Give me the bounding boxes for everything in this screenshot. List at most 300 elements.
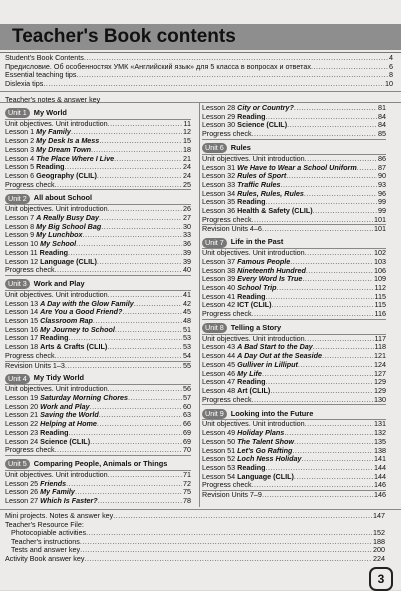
page-ref: 106 <box>374 266 386 275</box>
entry-title: Friends <box>40 479 67 488</box>
leader-dots <box>277 284 374 293</box>
leader-dots <box>108 120 183 129</box>
column-divider <box>199 103 200 507</box>
toc-row <box>202 343 386 352</box>
entry-title: My Lunchbox <box>36 231 83 240</box>
lesson-number: Lesson 8 <box>5 222 35 231</box>
entry-title: Essential teaching tips <box>5 71 77 79</box>
unit-title: Comparing People, Animals or Things <box>33 459 168 469</box>
page-ref: 129 <box>374 378 386 387</box>
leader-dots <box>252 310 374 319</box>
page-ref: 90 <box>378 172 386 181</box>
leader-dots <box>357 164 377 173</box>
lesson-number: Lesson 40 <box>202 283 236 292</box>
entry-title: Unit objectives. Unit introduction <box>5 470 108 479</box>
entry-title: Reading <box>36 163 65 172</box>
toc-row <box>5 223 191 232</box>
leader-dots <box>272 301 374 310</box>
page-ref: 109 <box>374 275 386 284</box>
lesson-number: Lesson 31 <box>202 163 236 172</box>
lesson-number: Lesson 12 <box>5 257 39 266</box>
entry-title: Tests and answer key <box>11 546 81 555</box>
page-ref: 48 <box>183 317 191 326</box>
divider <box>202 319 386 320</box>
lesson-number: Lesson 53 <box>202 463 236 472</box>
page-ref: 60 <box>183 402 191 411</box>
entry-title: A Day with the Glow Family <box>40 299 134 308</box>
leader-dots <box>84 54 388 63</box>
entry-title: Progress check <box>202 481 252 490</box>
leader-dots <box>284 429 373 438</box>
intro-list <box>5 54 393 88</box>
lesson-number: Lesson 17 <box>5 334 39 343</box>
lesson-number: Lesson 10 <box>5 240 39 249</box>
entry-title: The Place Where I Live <box>36 154 115 163</box>
divider <box>0 52 401 53</box>
leader-dots <box>294 473 373 482</box>
page-ref: 15 <box>183 137 191 146</box>
lesson-number: Lesson 29 <box>202 112 236 121</box>
entry-title: Progress check <box>202 130 252 139</box>
lesson-number: Lesson 39 <box>202 275 236 284</box>
toc-row <box>5 258 191 267</box>
toc-row <box>5 54 393 63</box>
entry-title: Photocopiable activities <box>11 529 87 538</box>
lesson-number: Lesson 16 <box>5 325 39 334</box>
leader-dots <box>128 394 182 403</box>
leader-dots <box>290 258 373 267</box>
page-ref: 30 <box>183 222 191 231</box>
entry-title: Unit objectives. Unit introduction <box>202 154 305 163</box>
entry-title: Saving the World <box>40 411 99 420</box>
toc-row <box>5 529 385 538</box>
leader-dots <box>294 104 377 113</box>
lesson-number: Lesson 33 <box>202 180 236 189</box>
page-ref: 188 <box>373 537 385 546</box>
page-ref: 72 <box>183 479 191 488</box>
leader-dots <box>55 266 182 275</box>
leader-dots <box>83 231 183 240</box>
entry-title: Unit objectives. Unit introduction <box>5 205 108 214</box>
page-ref: 25 <box>183 180 191 189</box>
page-ref: 101 <box>374 215 386 224</box>
page-ref: 118 <box>374 343 386 352</box>
leader-dots <box>262 225 373 234</box>
leader-dots <box>97 258 182 267</box>
lesson-number: Lesson 13 <box>5 299 39 308</box>
page-ref: 24 <box>183 163 191 172</box>
page-ref: 115 <box>374 301 386 310</box>
entry-title: Loch Ness Holiday <box>237 455 302 464</box>
entry-title: Unit objectives. Unit introduction <box>202 249 305 258</box>
entry-title: A Really Busy Day <box>36 214 100 223</box>
toc-row <box>202 207 386 216</box>
leader-dots <box>294 438 373 447</box>
toc-row <box>202 275 386 284</box>
toc-row <box>5 137 191 146</box>
entry-title: We Have to Wear a School Uniform <box>237 163 357 172</box>
lesson-number: Lesson 7 <box>5 214 35 223</box>
entry-title: Progress check <box>5 180 55 189</box>
entry-title: Reading <box>237 292 266 301</box>
leader-dots <box>77 71 388 80</box>
toc-row <box>5 155 191 164</box>
unit-heading <box>202 323 386 334</box>
entry-title: Holiday Plans <box>237 429 285 438</box>
toc-row <box>5 120 191 129</box>
page-ref: 27 <box>183 214 191 223</box>
unit-badge: Unit 4 <box>5 374 30 384</box>
entry-title: Progress check <box>202 215 252 224</box>
leader-dots <box>266 464 373 473</box>
unit-heading <box>5 108 191 119</box>
toc-row <box>202 267 386 276</box>
leader-dots <box>266 378 373 387</box>
lesson-number: Lesson 38 <box>202 266 236 275</box>
entry-title: Progress check <box>202 310 252 319</box>
toc-row <box>5 352 191 361</box>
page-ref: 78 <box>183 497 191 506</box>
leader-dots <box>93 317 182 326</box>
page-ref: 224 <box>373 554 385 563</box>
leader-dots <box>306 267 373 276</box>
leader-dots <box>311 63 388 72</box>
unit-badge: Unit 5 <box>5 459 30 469</box>
entry-title: Unit objectives. Unit introduction <box>5 385 108 394</box>
lesson-number: Lesson 19 <box>5 393 39 402</box>
leader-dots <box>113 512 372 521</box>
entry-title: City or Country? <box>237 104 294 112</box>
toc-row <box>202 455 386 464</box>
page-number: 3 <box>369 567 393 591</box>
entry-title: Are You a Good Friend? <box>40 308 123 317</box>
entry-title: Revision Units 7–9 <box>202 491 262 500</box>
page-ref: 39 <box>183 257 191 266</box>
entry-title: Nineteenth Hundred <box>237 266 306 275</box>
lesson-number: Lesson 44 <box>202 352 236 361</box>
leader-dots <box>252 396 373 405</box>
leader-dots <box>305 335 374 344</box>
toc-row <box>202 284 386 293</box>
page-ref: 129 <box>374 386 386 395</box>
right-column <box>202 104 386 500</box>
page-ref: 141 <box>374 455 386 464</box>
toc-row <box>5 63 393 72</box>
page-title: Teacher's Book contents <box>12 26 236 47</box>
leader-dots <box>99 214 182 223</box>
lesson-number: Lesson 54 <box>202 472 236 481</box>
leader-dots <box>134 300 182 309</box>
entry-title: Reading <box>40 334 69 343</box>
page-ref: 138 <box>374 446 386 455</box>
leader-dots <box>286 172 377 181</box>
bottom-list <box>5 512 385 564</box>
page-ref: 71 <box>183 470 191 479</box>
page-ref: 66 <box>183 420 191 429</box>
entry-title: Activity Book answer key <box>5 554 85 563</box>
toc-row <box>5 438 191 447</box>
entry-title: Reading <box>237 198 266 207</box>
toc-row <box>5 128 191 137</box>
lesson-number: Lesson 21 <box>5 411 39 420</box>
entry-title: Teacher's Resource File: <box>5 520 84 529</box>
page-ref: 99 <box>378 198 386 207</box>
leader-dots <box>85 555 373 564</box>
lesson-number: Lesson 3 <box>5 145 35 154</box>
leader-dots <box>252 216 373 225</box>
entry-title: Science (CLIL) <box>237 121 288 130</box>
page-ref: 87 <box>378 163 386 172</box>
toc-row <box>202 473 386 482</box>
toc-row <box>5 231 191 240</box>
lesson-number: Lesson 11 <box>5 248 38 257</box>
leader-dots <box>97 420 182 429</box>
entry-title: My Big School Bag <box>36 222 102 231</box>
entry-title: Traffic Rules <box>237 180 281 189</box>
lesson-number: Lesson 25 <box>5 479 39 488</box>
page-ref: 115 <box>374 292 386 301</box>
leader-dots <box>91 146 182 155</box>
page-ref: 99 <box>378 207 386 216</box>
toc-row <box>5 163 191 172</box>
toc-row <box>5 555 385 564</box>
unit-badge: Unit 3 <box>5 279 30 289</box>
lesson-number: Lesson 4 <box>5 154 35 163</box>
toc-row <box>202 121 386 130</box>
entry-title: My Dream Town <box>36 145 92 154</box>
leader-dots <box>292 447 373 456</box>
page-ref: 18 <box>183 145 191 154</box>
toc-row <box>202 113 386 122</box>
entry-title: Science (CLIL) <box>40 437 91 446</box>
unit-title: Rules <box>230 142 251 152</box>
lesson-number: Lesson 14 <box>5 308 39 317</box>
entry-title: A Bad Start to the Day <box>237 343 313 352</box>
lesson-number: Lesson 24 <box>5 437 39 446</box>
toc-row <box>202 491 386 500</box>
toc-row <box>202 190 386 199</box>
entry-title: Language (CLIL) <box>40 257 97 266</box>
unit-heading <box>5 193 191 204</box>
page-ref: 200 <box>373 546 385 555</box>
lesson-number: Lesson 43 <box>202 343 236 352</box>
entry-title: Teacher's instructions <box>11 537 80 546</box>
leader-dots <box>69 334 182 343</box>
unit-title: Telling a Story <box>230 322 282 332</box>
leader-dots <box>90 438 182 447</box>
entry-title: School Trip <box>237 283 277 292</box>
toc-row <box>5 205 191 214</box>
leader-dots <box>55 352 182 361</box>
entry-title: Which Is Faster? <box>40 497 98 506</box>
leader-dots <box>108 291 182 300</box>
page-ref: 42 <box>183 299 191 308</box>
entry-title: Предисловие. Об особенностях УМК «Английский язык» для 5 класса в вопросах и ответах <box>5 62 311 71</box>
page-ref: 81 <box>378 104 386 112</box>
page-ref: 53 <box>183 343 191 352</box>
page-ref: 51 <box>183 325 191 334</box>
entry-title: Unit objectives. Unit introduction <box>5 290 108 299</box>
page-ref: 116 <box>374 310 386 319</box>
page-ref: 21 <box>183 154 191 163</box>
entry-title: My School <box>40 240 77 249</box>
leader-dots <box>80 538 372 547</box>
toc-row <box>5 71 393 80</box>
lesson-number: Lesson 49 <box>202 429 236 438</box>
toc-row <box>202 420 386 429</box>
page-ref: 152 <box>373 529 385 538</box>
page-ref: 146 <box>374 491 386 500</box>
lesson-number: Lesson 36 <box>202 207 236 216</box>
lesson-number: Lesson 51 <box>202 446 236 455</box>
toc-row <box>5 538 385 547</box>
leader-dots <box>313 343 374 352</box>
leader-dots <box>252 130 377 139</box>
page-ref: 63 <box>183 411 191 420</box>
unit-badge: Unit 7 <box>202 238 227 248</box>
divider <box>5 275 191 276</box>
page-ref: 54 <box>183 351 191 360</box>
divider <box>0 91 401 92</box>
unit-title: My World <box>33 107 67 117</box>
leader-dots <box>108 205 182 214</box>
divider <box>5 455 191 456</box>
leader-dots <box>313 207 377 216</box>
toc-row <box>5 146 191 155</box>
lesson-number: Lesson 46 <box>202 369 236 378</box>
leader-dots <box>262 491 373 500</box>
leader-dots <box>69 429 182 438</box>
divider <box>202 139 386 140</box>
page-ref: 40 <box>183 266 191 275</box>
toc-row <box>5 214 191 223</box>
entry-title: Unit objectives. Unit introduction <box>202 334 305 343</box>
page-ref: 12 <box>183 128 191 137</box>
page-ref: 127 <box>374 369 386 378</box>
divider <box>0 509 401 510</box>
lesson-number: Lesson 5 <box>5 163 35 172</box>
toc-row <box>202 216 386 225</box>
entry-title: Every Word Is True <box>237 275 303 284</box>
page-ref <box>384 521 385 530</box>
toc-row <box>5 172 191 181</box>
toc-row <box>202 155 386 164</box>
page-ref: 130 <box>374 395 386 404</box>
page-ref: 24 <box>183 171 191 180</box>
entry-title: My Life <box>237 369 262 378</box>
entry-title: My Journey to School <box>40 325 115 334</box>
entry-title: My Family <box>40 488 75 497</box>
leader-dots <box>304 190 377 199</box>
entry-title: Reading <box>237 112 266 121</box>
page-ref: 56 <box>183 385 191 394</box>
lesson-number: Lesson 45 <box>202 360 236 369</box>
toc-row <box>5 266 191 275</box>
entry-title: Arts & Crafts (CLIL) <box>40 343 108 352</box>
toc-row <box>202 387 386 396</box>
leader-dots <box>97 172 182 181</box>
entry-title: Saturday Morning Chores <box>40 393 129 402</box>
entry-title: A Day Out at the Seaside <box>237 352 322 361</box>
lesson-number: Lesson 35 <box>202 198 236 207</box>
entry-title: Language (CLIL) <box>237 472 294 481</box>
toc-row <box>5 403 191 412</box>
entry-title: The Talent Show <box>237 437 295 446</box>
page-ref: 84 <box>378 112 386 121</box>
lesson-number: Lesson 18 <box>5 343 39 352</box>
toc-row <box>202 378 386 387</box>
leader-dots <box>65 362 182 371</box>
toc-row <box>202 293 386 302</box>
leader-dots <box>90 403 182 412</box>
page-ref: 147 <box>373 512 385 520</box>
leader-dots <box>65 163 182 172</box>
toc-row <box>202 438 386 447</box>
leader-dots <box>107 343 182 352</box>
page-ref: 75 <box>183 488 191 497</box>
leader-dots <box>252 481 373 490</box>
unit-heading <box>202 143 386 154</box>
toc-row <box>5 181 191 190</box>
unit-heading <box>5 279 191 290</box>
leader-dots <box>266 198 377 207</box>
page-ref: 144 <box>374 472 386 481</box>
toc-row <box>202 370 386 379</box>
lesson-number: Lesson 32 <box>202 172 236 181</box>
leader-dots <box>287 121 377 130</box>
page-ref: 132 <box>374 429 386 438</box>
leader-dots <box>266 113 377 122</box>
toc-row <box>5 308 191 317</box>
page-ref: 146 <box>374 481 386 490</box>
toc-row <box>202 335 386 344</box>
leader-dots <box>298 361 373 370</box>
entry-title: Let's Go Rafting <box>237 446 293 455</box>
leader-dots <box>99 137 182 146</box>
leader-dots <box>305 420 373 429</box>
entry-title: Reading <box>40 428 69 437</box>
toc-row <box>5 291 191 300</box>
page-ref: 36 <box>183 240 191 249</box>
lesson-number: Lesson 1 <box>5 128 35 137</box>
lesson-number: Lesson 48 <box>202 386 236 395</box>
toc-row <box>202 429 386 438</box>
lesson-number: Lesson 42 <box>202 301 236 310</box>
divider <box>202 404 386 405</box>
toc-row <box>202 447 386 456</box>
toc-row <box>5 411 191 420</box>
toc-row <box>202 198 386 207</box>
entry-title: Rules, Rules, Rules <box>237 189 304 198</box>
toc-row <box>5 488 191 497</box>
unit-heading <box>202 237 386 248</box>
lesson-number: Lesson 41 <box>202 292 236 301</box>
page-ref: 69 <box>183 437 191 446</box>
toc-row <box>202 481 386 490</box>
page-ref: 41 <box>183 290 191 299</box>
leader-dots <box>101 223 182 232</box>
page-ref: 85 <box>378 130 386 139</box>
unit-title: Work and Play <box>33 279 85 289</box>
page-ref: 117 <box>374 334 386 343</box>
toc-row <box>202 249 386 258</box>
leader-dots <box>322 352 373 361</box>
leader-dots <box>71 128 182 137</box>
toc-row <box>202 361 386 370</box>
unit-heading <box>202 408 386 419</box>
leader-dots <box>68 249 182 258</box>
toc-row <box>5 394 191 403</box>
